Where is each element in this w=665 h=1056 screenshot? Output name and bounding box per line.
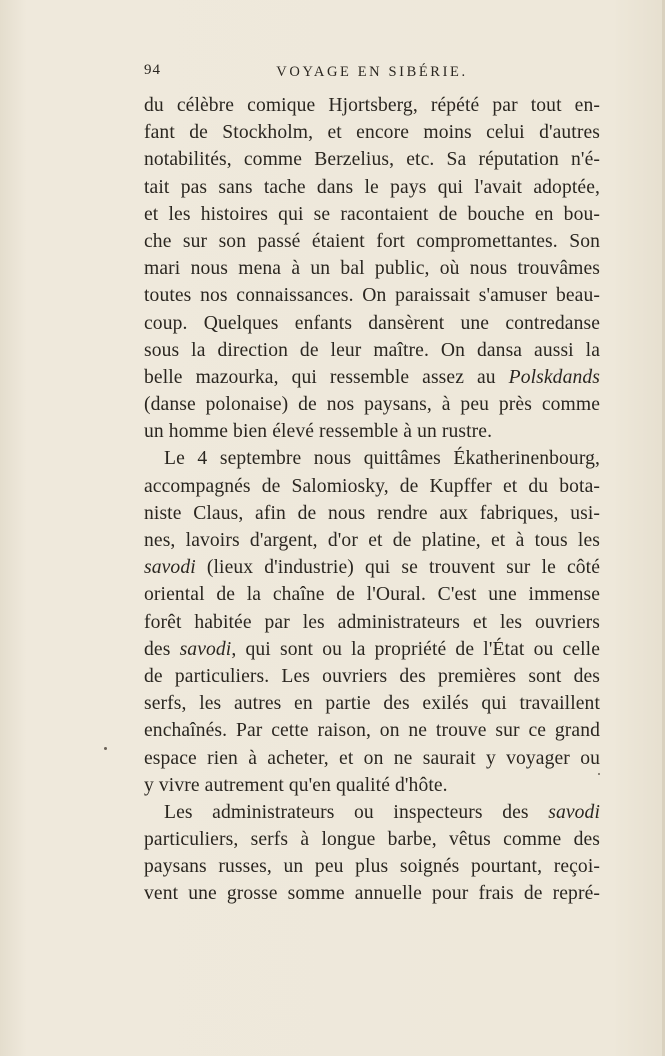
text-segment: y vivre autrement qu'en qualité d'hôte. [144,774,448,796]
text-line [144,772,600,799]
text-line [144,92,600,119]
text-line [144,636,600,663]
text-segment: accompagnés de Salomiosky, de Kupffer et du bota- [144,475,600,497]
text-line [144,228,600,255]
text-line [144,853,600,880]
text-segment: et les histoires qui se racontaient de bouche en bou- [144,203,600,225]
text-line [144,445,600,472]
text-segment: particuliers, serfs à longue barbe, vêtus comme des [144,829,600,851]
text-line [144,337,600,364]
text-segment: mari nous mena à un bal public, où nous trouvâmes [144,258,600,280]
text-segment: un homme bien élevé ressemble à un rustre. [144,421,493,443]
ink-speck [598,773,600,775]
text-segment: paysans russes, un peu plus soignés pourtant, reçoi- [144,856,600,878]
page-number: 94 [144,62,161,78]
italic-term: savodi [144,557,196,579]
text-line [144,554,600,581]
text-line [144,201,600,228]
text-line [144,310,600,337]
text-line [144,473,600,500]
text-segment: che sur son passé étaient fort compromettantes. Son [144,230,600,252]
text-line [144,282,600,309]
text-segment: (danse polonaise) de nos paysans, à peu près comme [144,394,600,416]
text-line [144,717,600,744]
text-line [144,418,600,445]
text-segment: niste Claus, afin de nous rendre aux fabriques, usi- [144,502,600,524]
text-line [144,255,600,282]
text-segment: belle mazourka, qui ressemble assez au [144,366,509,388]
text-line [144,527,600,554]
text-line [144,880,600,907]
running-header [144,62,600,86]
text-line [144,500,600,527]
text-segment: forêt habitée par les administrateurs et les ouvriers [144,611,600,633]
text-segment: , qui sont ou la propriété de l'État ou celle [231,638,600,660]
running-title: VOYAGE EN SIBÉRIE. [276,64,468,80]
text-line [144,609,600,636]
text-segment: des [144,638,180,660]
text-segment: espace rien à acheter, et on ne saurait y voyager ou [144,747,600,769]
text-segment: (lieux d'industrie) qui se trouvent sur le côté [195,557,600,579]
text-line [144,826,600,853]
text-segment: nes, lavoirs d'argent, d'or et de platine, et à tous les [144,530,600,551]
italic-term: savodi [548,801,600,823]
text-segment: de particuliers. Les ouvriers des premières sont des [144,665,600,687]
text-line [144,690,600,717]
text-segment: coup. Quelques enfants dansèrent une contredanse [144,312,600,334]
text-line [144,799,600,826]
text-segment: Les administrateurs ou inspecteurs des [164,801,549,823]
body-text [144,92,600,908]
text-segment: sous la direction de leur maître. On dansa aussi la [144,339,600,361]
text-segment: vent une grosse somme annuelle pour frais de repré- [144,883,600,905]
italic-term: savodi [179,638,232,660]
text-segment: serfs, les autres en partie des exilés qui travaillent [144,693,600,715]
text-segment: notabilités, comme Berzelius, etc. Sa réputation n'é- [144,149,600,171]
text-segment: tait pas sans tache dans le pays qui l'avait adoptée, [144,176,600,198]
ink-speck [104,747,107,750]
text-line [144,146,600,173]
text-segment: fant de Stockholm, et encore moins celui d'autres [144,122,600,144]
text-segment: enchaînés. Par cette raison, on ne trouve sur ce grand [144,720,600,742]
text-line [144,745,600,772]
text-segment: toutes nos connaissances. On paraissait s'amuser beau- [144,285,600,307]
text-segment: oriental de la chaîne de l'Oural. C'est une immense [144,584,600,606]
text-segment: Le 4 septembre nous quittâmes Ékatherinenbourg, [164,448,600,470]
italic-term: Polskdands [508,366,600,388]
text-line [144,391,600,418]
text-line [144,364,600,391]
text-line [144,119,600,146]
text-segment: du célèbre comique Hjortsberg, répété par tout en- [144,95,600,116]
text-line [144,581,600,608]
text-line [144,174,600,201]
text-line [144,663,600,690]
